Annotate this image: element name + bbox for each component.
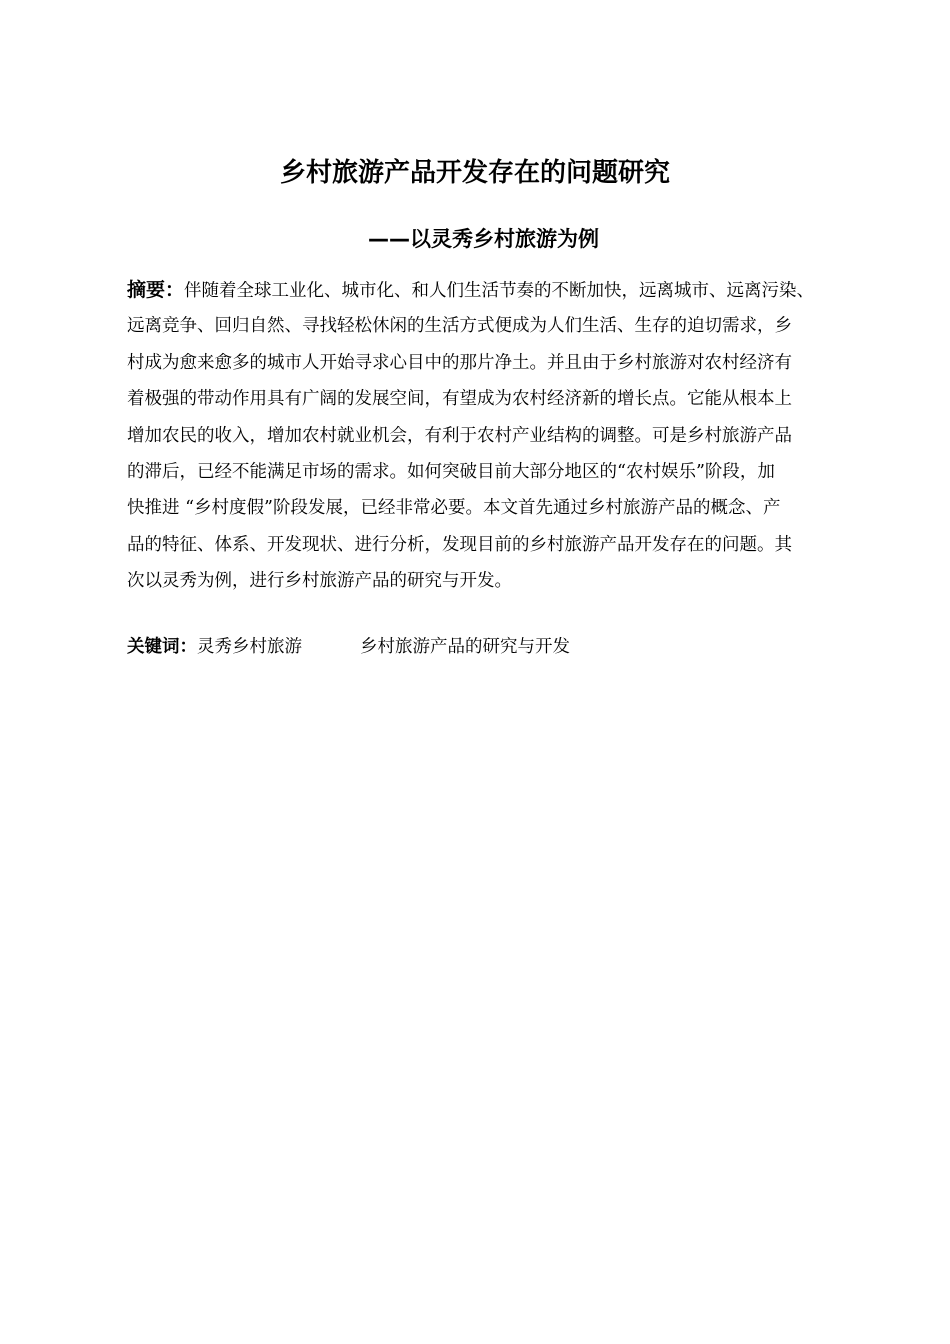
keywords-section: [127, 630, 570, 664]
paper-title: 乡村旅游产品开发存在的问题研究: [279, 158, 670, 188]
abstract-line: 增加农民的收入，增加农村就业机会，有利于农村产业结构的调整。可是乡村旅游产品: [127, 425, 792, 446]
abstract-text: 伴随着全球工业化、城市化、和人们生活节奏的不断加快，远离城市、远离污染、: [184, 281, 815, 301]
abstract-line: 村成为愈来愈多的城市人开始寻求心目中的那片净土。并且由于乡村旅游对农村经济有: [127, 352, 792, 373]
abstract-line: 远离竞争、回归自然、寻找轻松休闲的生活方式便成为人们生活、生存的迫切需求，乡: [127, 316, 792, 337]
keyword-item: 乡村旅游产品的研究与开发: [360, 637, 570, 657]
abstract-label: 摘要：: [127, 279, 185, 301]
abstract-line: 次以灵秀为例，进行乡村旅游产品的研究与开发。: [127, 571, 512, 592]
keyword-item: 灵秀乡村旅游: [197, 637, 302, 657]
abstract-line: 的滞后，已经不能满足市场的需求。如何突破目前大部分地区的“农村娱乐”阶段，加: [127, 461, 775, 482]
abstract-line: 着极强的带动作用具有广阔的发展空间，有望成为农村经济新的增长点。它能从根本上: [127, 389, 792, 410]
abstract-section: [127, 272, 882, 600]
abstract-line: [127, 272, 882, 308]
abstract-line: 快推进 “乡村度假”阶段发展，已经非常必要。本文首先通过乡村旅游产品的概念、产: [127, 498, 781, 519]
paper-subtitle: ——以灵秀乡村旅游为例: [368, 227, 599, 251]
abstract-line: 品的特征、体系、开发现状、进行分析，发现目前的乡村旅游产品开发存在的问题。其: [127, 534, 792, 555]
keywords-label: 关键词：: [127, 637, 197, 657]
